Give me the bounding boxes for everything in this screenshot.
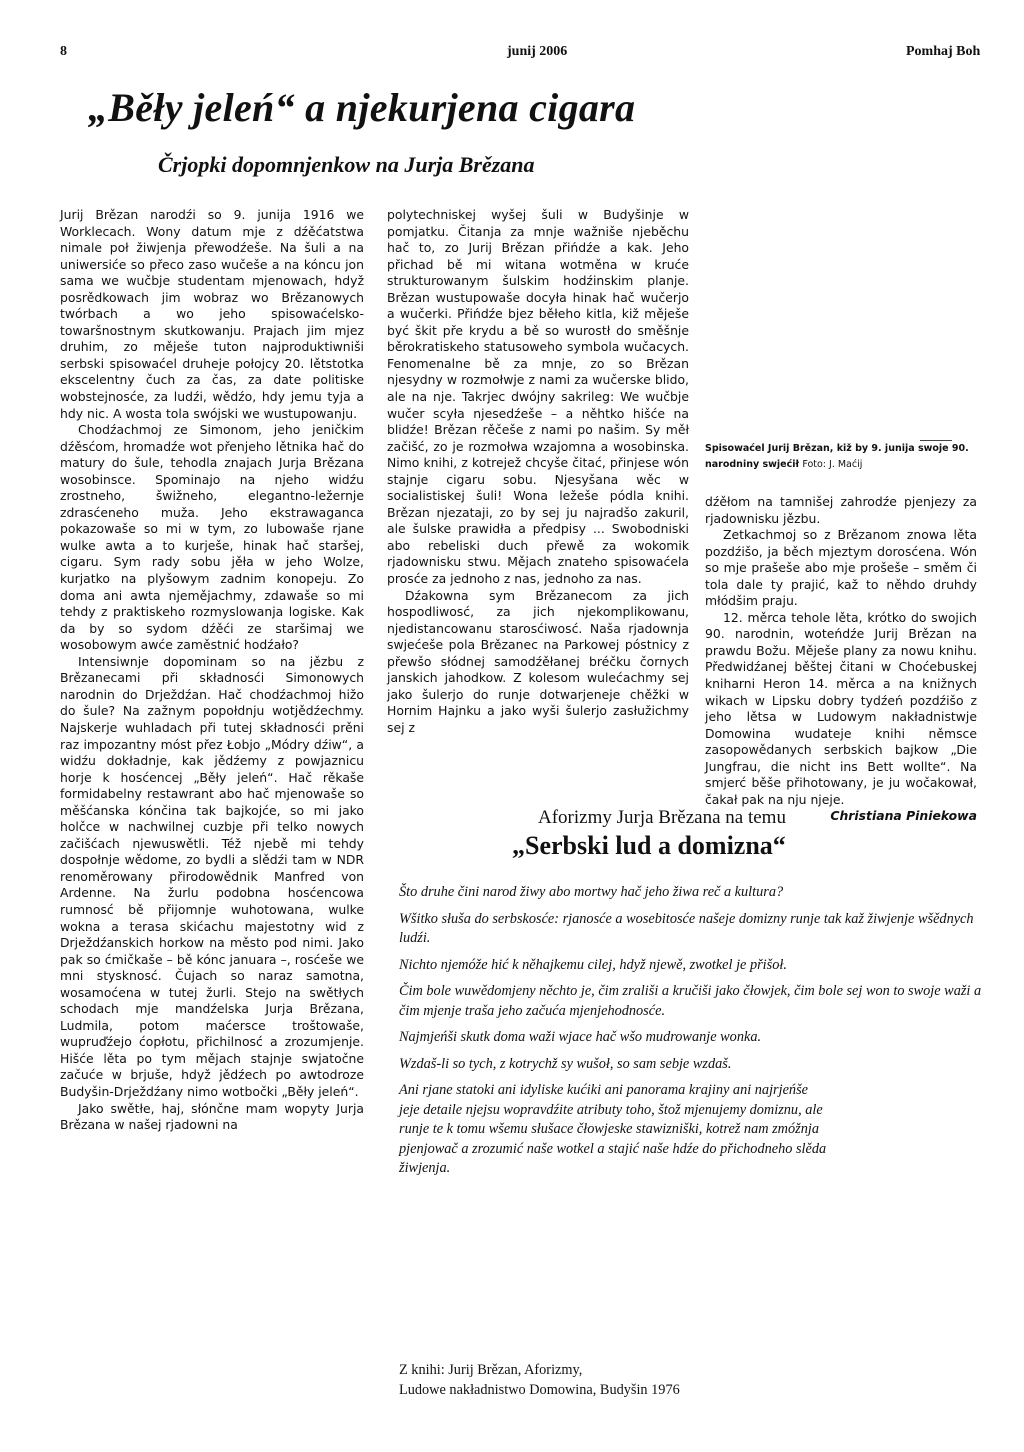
aphorisms-list: [399, 883, 989, 1186]
aphorisms-title: Aforizmy Jurja Brězana na temu: [538, 807, 786, 828]
paragraph: Jako swětłe, haj, słónčne mam wopyty Jurja Brězana w našej rjadowni na: [60, 1100, 364, 1133]
aphorism: Što druhe čini narod žiwy abo mortwy hač jeho žiwa reč a kultura?: [399, 884, 784, 900]
photo-caption: [705, 441, 975, 473]
paragraph: polytechniskej wyšej šuli w Budyšinje w pomjatku. Čitanja za mnje wažniše njeběchu hač to, zo Jurij Brězan přińdźe a kak. Jeho přichad bě mi witana wotměna w kruće strukturowanym šulskim hodźinskim planje. Brězan wustupowaše docyła hinak hač wučerjo a wučerki. Přińdźe bjez běłeho kitla, kiž měješe być škit pře krydu a bě so wurostł do směšnje běrokratiskeho statusoweho symbola wučacych. Fenomenalne bě za mnje, zo so Brězan njesydny w rozmołwje z nami za wučerske blido, ale na nje. Takrjec dwójny sakrileg: We wučbje wučer scyła njesedźeše – a něhtko hišće na blidźe! Brězan rěčeše z nami po našim. Sy měł začišć, zo je rozmołwa wzajomna a wosobinska. Nimo knihi, z kotrejež chcyše čitać, přinjese wón stajnje cigaru sobu. Njesyšana wěc w socialistiskej šuli! Wona ležeše pódla knihi. Brězan njezataji, zo by sej ju najradšo zakuril, ale šulske prawidła a předpisy ... Swobodniski abo rebeliski duch přewě za wokomik rjadownisku stwu. Mějach znateho spisowaćela prosće za jednoho z nas, jednoho za nas.: [387, 207, 689, 587]
newspaper-name: Pomhaj Boh: [906, 44, 981, 59]
source-line: Ludowe nakładnistwo Domowina, Budyšin 1976: [399, 1382, 680, 1398]
page-number: 8: [60, 44, 67, 59]
paragraph: Dźakowna sym Brězanecom za jich hospodliwosć, za jich njekomplikowanu, njedistancowanu starosćiwosć. Naša rjadownja swjećeše pola Brězanec na Parkowej póstnicy z přewšo słódnej samodźěłanej bréčku čornych janskich jahodkow. Z kolesom wulećachmy sej jako šulerjo do runje dotwarjeneje chěžki w Hornim Hajnku a jako wyši šulerjo zasłužichmy sej z: [387, 587, 689, 735]
paragraph: Chodźachmoj ze Simonom, jeho jeničkim dźěsćom, hromadźe wot přenjeho lětnika hač do matury do šule, tehodla znajach Jurja Brězana wosobinsce. Spominajo na njeho widźu zrostneho, šwižneho, elegantno-ležernje zdrasćeneho muža. Jeho ekstrawaganca pokazowaše so mi w tym, zo lubowaše rjane wulke awta a to kurješe, hinak hač staršej, cigaru. Sym rady sobu jěła w jeho Wolze, kurjatko na plyšowym zadnim konopeju. Zo doma ani awta njemějachmy, zdawaše so mi tehdy z praktiskeho rozmyslowanja logiske. Kak da by so sydom dźěći ze staršimaj we wosobowym awće zaměstnić hodźało?: [60, 422, 364, 653]
source-line: Z knihi: Jurij Brězan, Aforizmy,: [399, 1362, 583, 1378]
paragraph: Zetkachmoj so z Brězanom znowa lěta pozdźišo, ja běch mjeztym dorosćena. Wón so mje prašeše abo mje prošeše – směm či tola dale ty prajić, kaž to něhdo druhdy młódšim praju.: [705, 527, 977, 609]
caption-text: Spisowaćel Jurij Brězan, kiž by 9. junija swoje 90. narodniny swjećił: [705, 443, 969, 470]
aphorism: Wšitko słuša do serbskosće: rjanosće a wosebitosće našeje domizny runje tak kaž žiwjenje wšědnych ludźi.: [399, 910, 974, 946]
article-column-1: [60, 207, 364, 1134]
aphorism: Ani rjane statoki ani idyliske kućiki ani panorama krajiny ani najrjeńše jeje detaile njejsu wopravdźite atributy toho, štož mjenujemy domiznu, ale runje te k tomu wšemu słušace čłowjeske stawizniški, kotrež nam zmóžnja pjenjowač a zrozumić naše wotkel a stajić naše hdźe do přichodneho slěda žiwjenja.: [399, 1082, 827, 1176]
article-column-3: [705, 494, 977, 825]
paragraph: dźěłom na tamnišej zahrodźe pjenjezy za rjadownisku jězbu.: [705, 494, 977, 526]
paragraph: Jurij Brězan narodźi so 9. junija 1916 we Worklecach. Wony datum mje z dźěćatstwa nimale poł žiwjenja přewodźeše. Na šuli a na uniwersiće so přeco zaso wučeše a na kóncu jon sama we wučbje studentam mjenowach, hdyž posrědkowach jim wobraz wo Brězanowych twórbach a wo jeho spisowaćelsko-towaršnostnym skutkowanju. Prajach jim mjez druhim, zo měješe tuton najproduktiwniši serbski spisowaćel druheje połojcy 20. lětstotka ekscelentny čuch za čas, za date politiske wobstejnosće, za ludźi, wědźo, hdy jemu tyja a hdy nic. A wosta tola swójski we wustupowanju.: [60, 207, 364, 421]
aphorism: Čim bole wuwědomjeny něchto je, čim zrališi a kručiši jako čłowjek, čim bole sej won to swoje waži a čim mjenje traša jeho začuća mjenjehodnosće.: [399, 983, 982, 1019]
aphorism: Wzdaš-li so tych, z kotrychž sy wušoł, so sam sebje wzdaš.: [399, 1055, 732, 1072]
article-subtitle: Črjopki dopomnjenkow na Jurja Brězana: [158, 152, 535, 177]
aphorisms-source: [399, 1360, 919, 1400]
aphorism: Najmjeńši skutk doma waži wjace hač wšo mudrowanje wonka.: [399, 1029, 762, 1045]
issue-date: junij 2006: [507, 44, 568, 59]
paragraph: 12. měrca tehole lěta, krótko do swojich 90. narodnin, woteńdźe Jurij Brězan na prawdu Božu. Měješe plany za nowu knihu. Předwidźanej běštej čitani w Choćebuskej kniharni Heron 14. měrca a na knižnych wikach w Lipsku dobry tydźeń pozdźišo z jeho lětsa w Ludowym nakładnistwje Domowina wudateje knihi němsce zasopowědanych serbskich bajkow „Die Jungfrau, die nicht ins Bett wollte“. Na smjerć běše přihotowany, je ju wočakował, čakał pak na nju njeje.: [705, 609, 977, 807]
paragraph: Intensiwnje dopominam so na jězbu z Brězanecami při składnosći Simonowych narodnin do Drježdźan. Hač chodźachmoj hižo do šule? Na zažnym popołdnju wotjědźechmy. Najskerje wuhladach při tutej składnosći prěni raz impozantny móst přez Łobjo „Módry dźiw“, a widźu dokładnje, kak jědźemy z powjaznicu horje k hosćencej „Běły jeleń“. Hač rěkaše formidabelny restawrant abo hač mjenowaše so měšćanska kónčina tak bajkojće, so mi jako holčce w nachwilnej cuzbje při telko nowych začišćach njewuswětli. Též njebě mi tehdy dospołnje wědome, zo bydli a slědźi tam w NDR renoměrowany přirodowědnik Manfred von Ardenne. Na žurlu podobna hosćencowa rumnosć bě přijomnje wuhotowana, wulke wokna a terasa skićachu majestotny wid z Drježdźanskich horkow na město pod nimi. Jako pak so ćmičkaše – bě kónc januara –, rosćeše we mni stysknosć. Čujach so naraz samotna, wosamoćena w tutej žurli. Stejo na swětłych schodach mje mandźelska Jurja Brězana, Ludmila, potom maćersce troštowaše, wupruďźejo ćopłotu, přichilnosć a zrozumjenje. Hišće lěta po tym mějach stajnje swjatočne začuće w brjuše, hdyž jědźech po awtodroze Budyšin-Drježdźany nimo wotbočki „Běły jeleń“.: [60, 653, 364, 1099]
article-title: „Běły jeleń“ a njekurjena cigara: [88, 85, 636, 130]
photo-credit: Foto: J. Maćij: [802, 459, 863, 470]
aphorisms-subtitle: „Serbski lud a domizna“: [512, 831, 786, 860]
article-column-2: [387, 207, 689, 737]
aphorism: Nichto njemóže hić k něhajkemu cilej, hdyž njewě, zwotkel je přišoł.: [399, 956, 787, 973]
article-author: Christiana Piniekowa: [830, 808, 977, 824]
